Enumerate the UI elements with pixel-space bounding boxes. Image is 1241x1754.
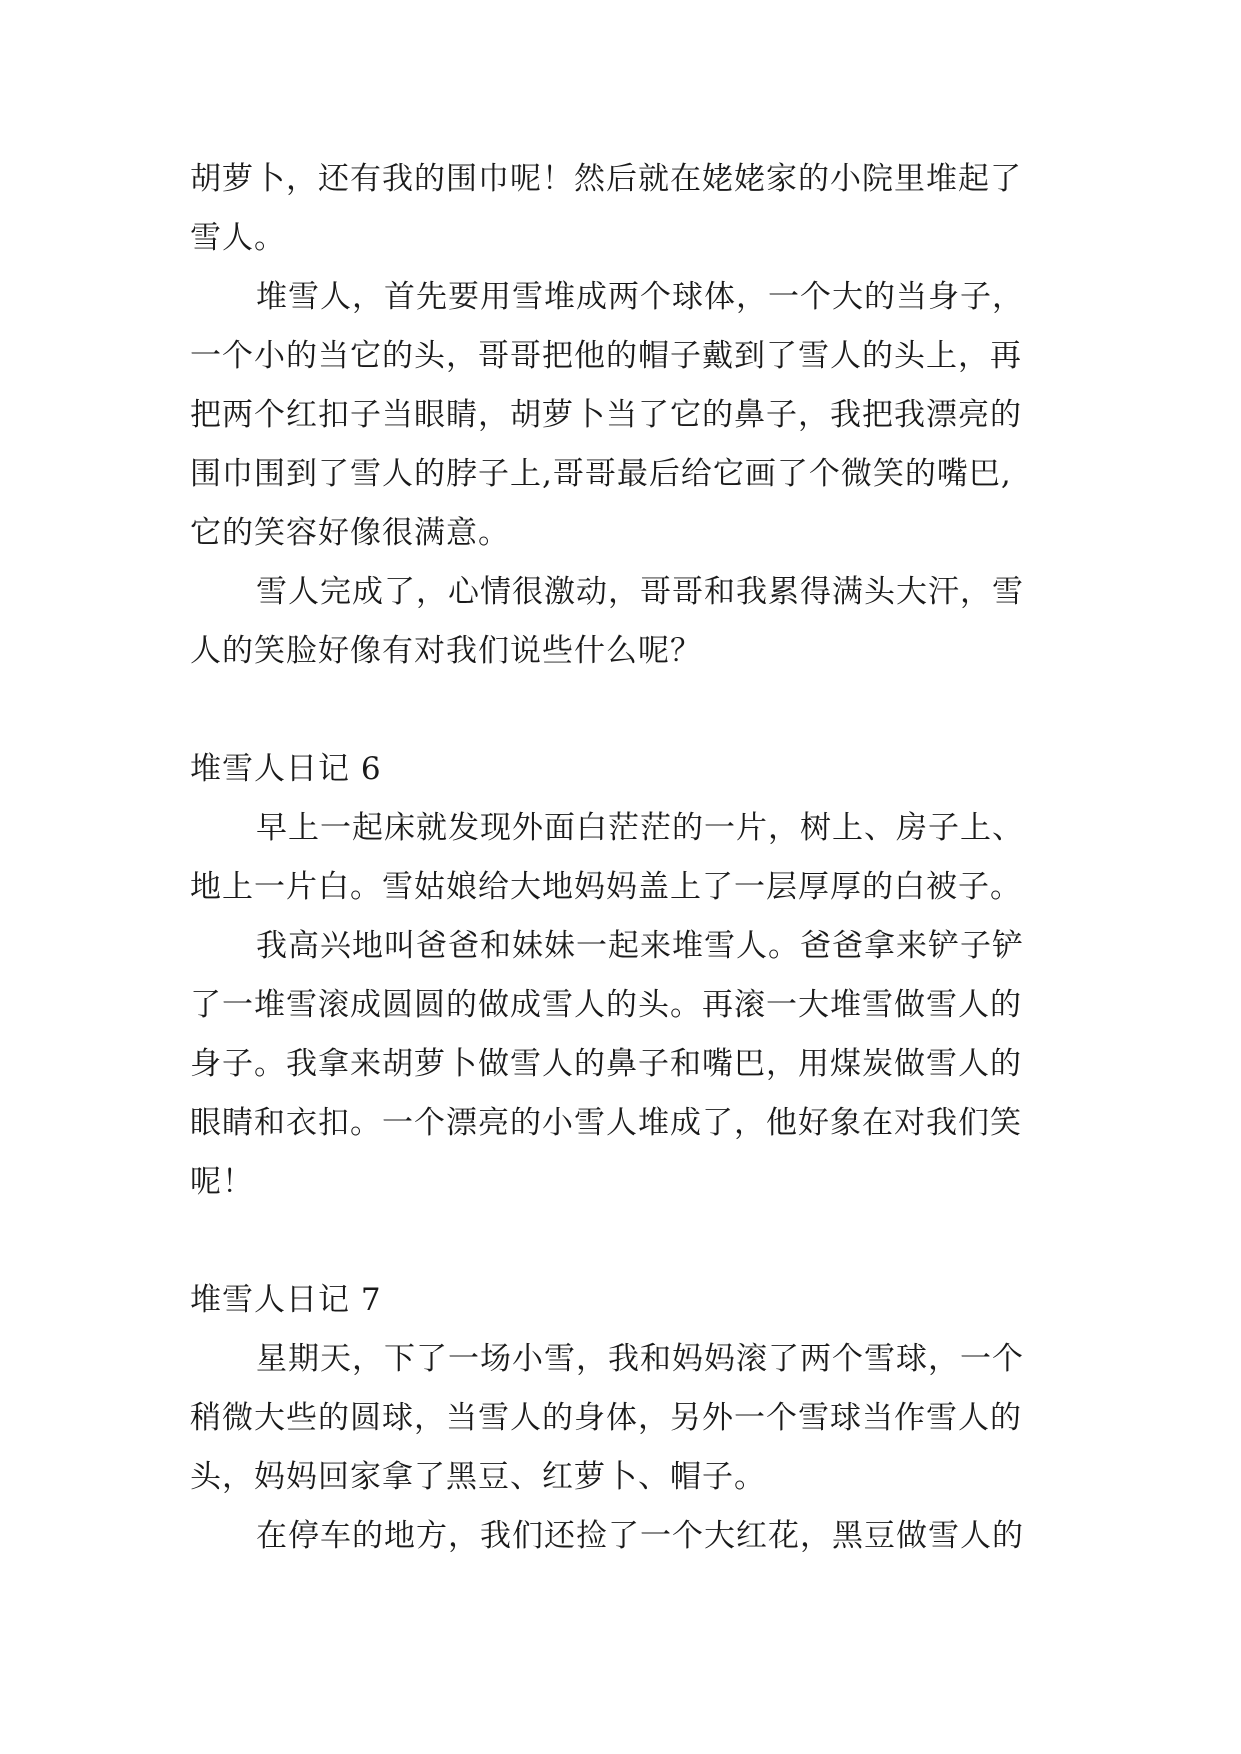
section-diary-6 (190, 740, 1060, 1212)
text-line: 呢！ (190, 1164, 254, 1200)
text-line: 眼睛和衣扣。一个漂亮的小雪人堆成了，他好象在对我们笑 (190, 1105, 1022, 1141)
text-line: 我高兴地叫爸爸和妹妹一起来堆雪人。爸爸拿来铲子铲 (256, 928, 1024, 964)
section-title: 堆雪人日记 7 (190, 1282, 382, 1318)
text-line: 稍微大些的圆球，当雪人的身体，另外一个雪球当作雪人的 (190, 1400, 1022, 1436)
text-line: 身子。我拿来胡萝卜做雪人的鼻子和嘴巴，用煤炭做雪人的 (190, 1046, 1022, 1082)
text-line: 胡萝卜，还有我的围巾呢！然后就在姥姥家的小院里堆起了 (190, 161, 1022, 197)
text-line: 一个小的当它的头，哥哥把他的帽子戴到了雪人的头上，再 (190, 338, 1022, 374)
paragraph (190, 1330, 1060, 1507)
text-line: 在停车的地方，我们还捡了一个大红花，黑豆做雪人的 (256, 1518, 1024, 1554)
paragraph (190, 150, 1060, 268)
text-line: 地上一片白。雪姑娘给大地妈妈盖上了一层厚厚的白被子。 (190, 869, 1022, 905)
text-line: 围巾围到了雪人的脖子上,哥哥最后给它画了个微笑的嘴巴, (190, 456, 1012, 492)
text-line: 星期天，下了一场小雪，我和妈妈滚了两个雪球，一个 (256, 1341, 1024, 1377)
document-body (190, 150, 1060, 1566)
text-line: 把两个红扣子当眼睛，胡萝卜当了它的鼻子，我把我漂亮的 (190, 397, 1022, 433)
paragraph (190, 563, 1060, 681)
text-line: 雪人。 (190, 220, 286, 256)
section-spacer (190, 681, 1060, 740)
paragraph (190, 268, 1060, 563)
text-line: 早上一起床就发现外面白茫茫的一片，树上、房子上、 (256, 810, 1024, 846)
section-title: 堆雪人日记 6 (190, 751, 382, 787)
text-line: 堆雪人，首先要用雪堆成两个球体，一个大的当身子， (256, 279, 1024, 315)
text-line: 它的笑容好像很满意。 (190, 515, 510, 551)
text-line: 人的笑脸好像有对我们说些什么呢？ (190, 633, 702, 669)
section-spacer (190, 1212, 1060, 1271)
text-line: 雪人完成了，心情很激动，哥哥和我累得满头大汗，雪 (256, 574, 1024, 610)
section-diary-7 (190, 1271, 1060, 1566)
paragraph (190, 799, 1060, 917)
text-line: 了一堆雪滚成圆圆的做成雪人的头。再滚一大堆雪做雪人的 (190, 987, 1022, 1023)
paragraph (190, 917, 1060, 1212)
text-line: 头，妈妈回家拿了黑豆、红萝卜、帽子。 (190, 1459, 766, 1495)
paragraph (190, 1507, 1060, 1566)
